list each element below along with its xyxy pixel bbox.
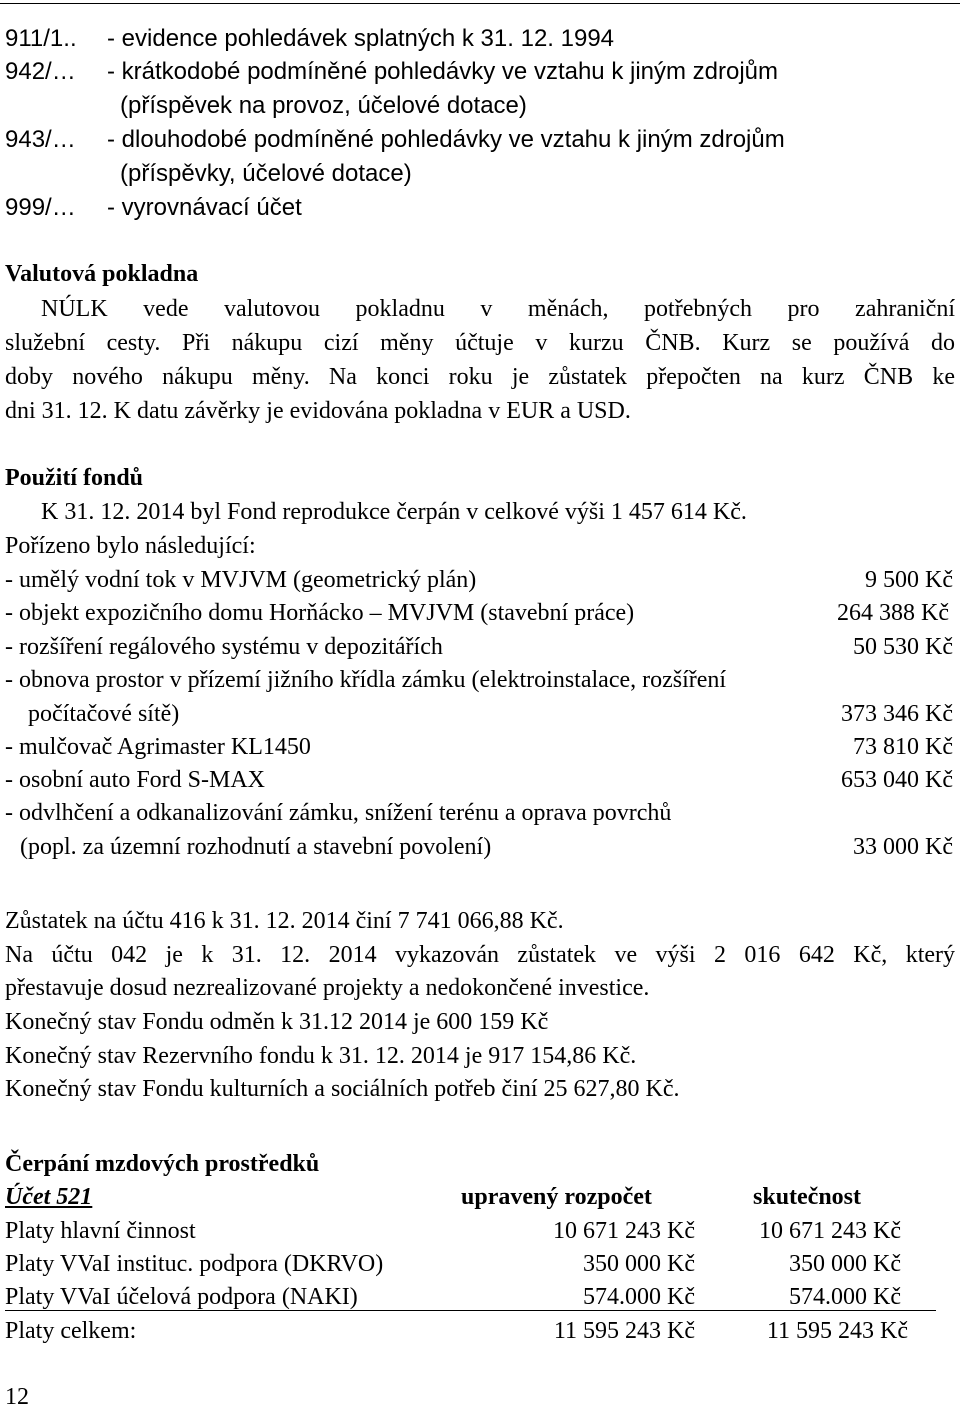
- top-rule: [0, 3, 960, 4]
- purchase-item: (popl. za územní rozhodnutí a stavební povolení): [20, 834, 492, 860]
- table-row-col1: 574.000 Kč: [583, 1284, 695, 1310]
- table-row-col1: 10 671 243 Kč: [553, 1218, 695, 1244]
- balance-line: Konečný stav Rezervního fondu k 31. 12. 2014 je 917 154,86 Kč.: [5, 1043, 637, 1069]
- purchase-item: - odvlhčení a odkanalizování zámku, snížení terénu a oprava povrchů: [5, 800, 672, 826]
- purchase-amount: 50 530 Kč: [853, 634, 953, 660]
- table-row-col2: 10 671 243 Kč: [759, 1218, 901, 1244]
- table-header-col1: upravený rozpočet: [461, 1184, 652, 1210]
- table-row-col2: 350 000 Kč: [789, 1251, 901, 1277]
- account-code: 943/…: [5, 126, 76, 153]
- account-desc-cont: (příspěvek na provoz, účelové dotace): [120, 92, 527, 119]
- purchase-item: - rozšíření regálového systému v depozitářích: [5, 634, 443, 660]
- purchase-item: - obnova prostor v přízemí jižního křídla zámku (elektroinstalace, rozšíření: [5, 667, 727, 693]
- table-row-col1: 11 595 243 Kč: [553, 1318, 695, 1344]
- table-row-col2: 574.000 Kč: [789, 1284, 901, 1310]
- table-row-label: Platy hlavní činnost: [5, 1218, 196, 1244]
- purchase-amount: 9 500 Kč: [865, 567, 953, 593]
- account-code: 999/…: [5, 194, 76, 221]
- paragraph-line: doby nového nákupu měny. Na konci roku je zůstatek přepočten na kurz ČNB ke: [5, 364, 955, 390]
- account-desc: - evidence pohledávek splatných k 31. 12. 1994: [107, 25, 615, 52]
- section-heading-valutova: Valutová pokladna: [5, 261, 199, 287]
- table-row-col2: 11 595 243 Kč: [766, 1318, 908, 1344]
- table-row-label: Platy VVaI účelová podpora (NAKI): [5, 1284, 358, 1310]
- purchase-amount: 264 388 Kč: [837, 600, 949, 626]
- paragraph-line: služební cesty. Při nákupu cizí měny účtuje v kurzu ČNB. Kurz se používá do: [5, 330, 955, 356]
- balance-line: Konečný stav Fondu kulturních a sociálních potřeb činí 25 627,80 Kč.: [5, 1076, 680, 1102]
- purchase-amount: 653 040 Kč: [841, 767, 953, 793]
- account-desc: - dlouhodobé podmíněné pohledávky ve vztahu k jiným zdrojům: [107, 126, 785, 153]
- table-header-col2: skutečnost: [753, 1184, 862, 1210]
- balance-line: přestavuje dosud nezrealizované projekty a nedokončené investice.: [5, 975, 650, 1001]
- section-heading-mzdy: Čerpání mzdových prostředků: [5, 1151, 320, 1177]
- purchase-amount: 373 346 Kč: [841, 701, 953, 727]
- table-header-label: Účet 521: [5, 1184, 93, 1210]
- table-total-rule: [5, 1310, 936, 1311]
- balance-line: Na účtu 042 je k 31. 12. 2014 vykazován zůstatek ve výši 2 016 642 Kč, který: [5, 942, 955, 968]
- purchase-item: počítačové sítě): [28, 701, 180, 727]
- fondy-line: Pořízeno bylo následující:: [5, 533, 256, 559]
- paragraph-line: NÚLK vede valutovou pokladnu v měnách, potřebných pro zahraniční: [41, 296, 955, 322]
- paragraph-line: dni 31. 12. K datu závěrky je evidována pokladna v EUR a USD.: [5, 398, 631, 424]
- purchase-item: - umělý vodní tok v MVJVM (geometrický plán): [5, 567, 477, 593]
- account-desc-cont: (příspěvky, účelové dotace): [120, 160, 412, 187]
- balance-line: Konečný stav Fondu odměn k 31.12 2014 je 600 159 Kč: [5, 1009, 549, 1035]
- purchase-amount: 73 810 Kč: [853, 734, 953, 760]
- account-desc: - vyrovnávací účet: [107, 194, 302, 221]
- account-code: 911/1..: [5, 25, 77, 52]
- table-row-label: Platy celkem:: [5, 1318, 137, 1344]
- purchase-item: - objekt expozičního domu Horňácko – MVJVM (stavební práce): [5, 600, 635, 626]
- table-row-label: Platy VVaI instituc. podpora (DKRVO): [5, 1251, 384, 1277]
- table-row-col1: 350 000 Kč: [583, 1251, 695, 1277]
- purchase-item: - mulčovač Agrimaster KL1450: [5, 734, 311, 760]
- fondy-line: K 31. 12. 2014 byl Fond reprodukce čerpán v celkové výši 1 457 614 Kč.: [41, 499, 747, 525]
- account-desc: - krátkodobé podmíněné pohledávky ve vztahu k jiným zdrojům: [107, 58, 779, 85]
- page-number: 12: [5, 1384, 29, 1410]
- balance-line: Zůstatek na účtu 416 k 31. 12. 2014 činí 7 741 066,88 Kč.: [5, 908, 564, 934]
- purchase-item: - osobní auto Ford S-MAX: [5, 767, 266, 793]
- account-code: 942/…: [5, 58, 76, 85]
- purchase-amount: 33 000 Kč: [853, 834, 953, 860]
- section-heading-fondy: Použití fondů: [5, 465, 144, 491]
